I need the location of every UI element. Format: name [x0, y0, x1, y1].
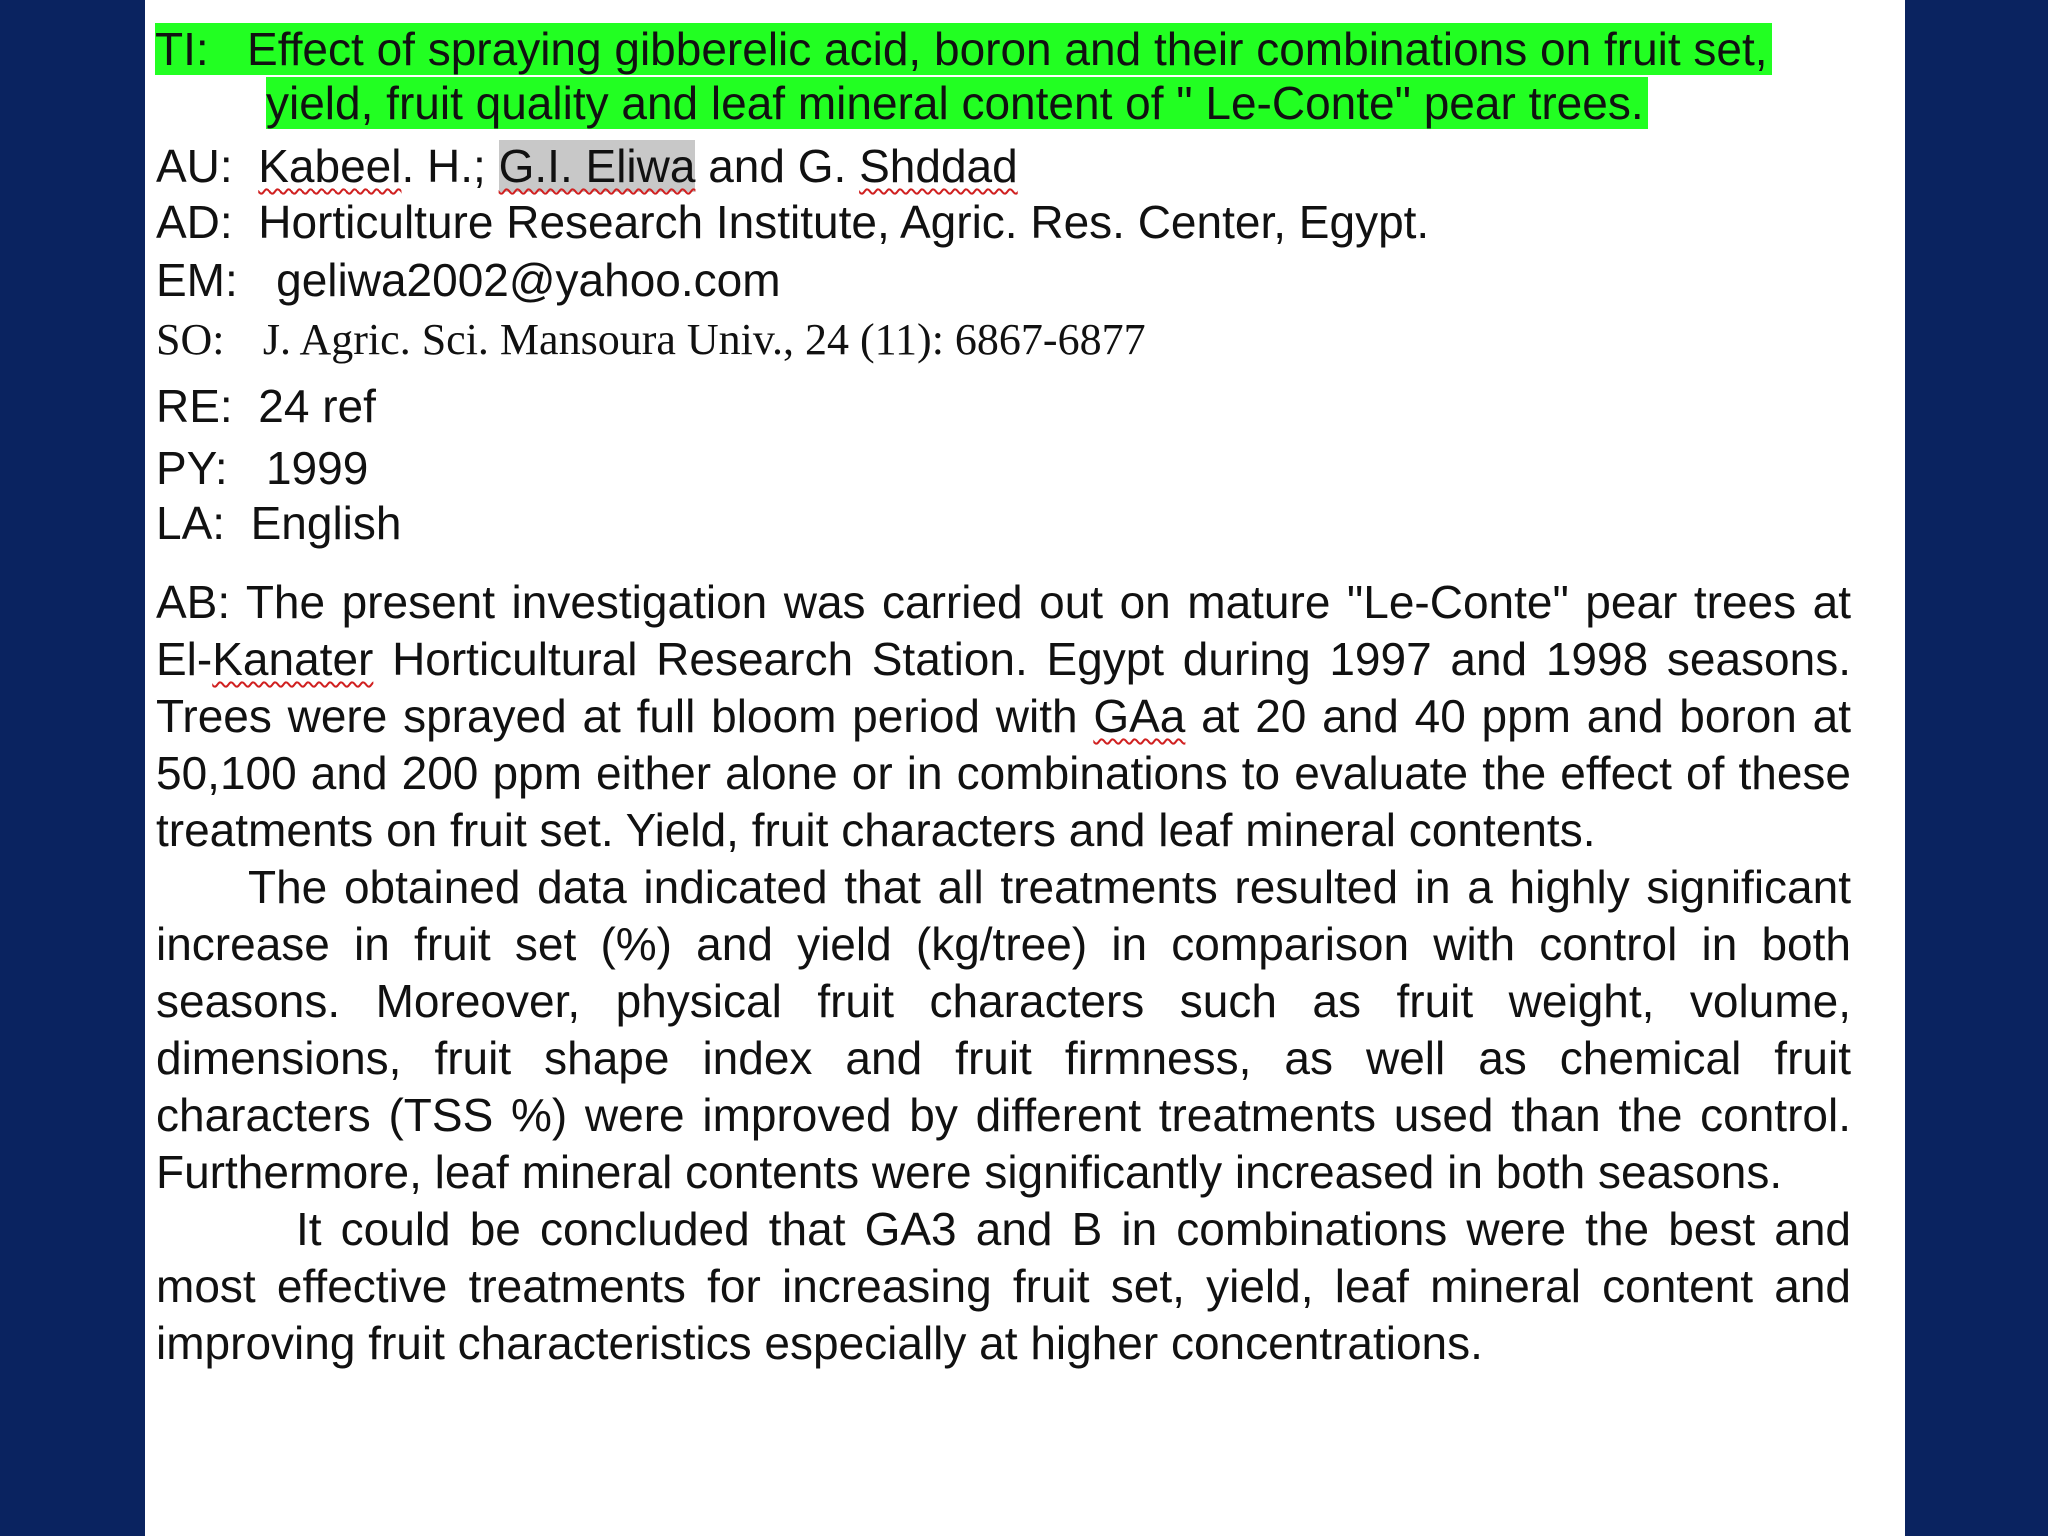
author-name-1: Kabeel: [258, 140, 402, 192]
author-name-2: G.I. Eliwa: [498, 140, 696, 192]
email-value: geliwa2002@yahoo.com: [276, 254, 781, 306]
abstract-paragraph-1: AB: The present investigation was carried out on mature "Le-Conte" pear trees at El-Kanater Horticultural Research Station. Egypt during 1997 and 1998 seasons. Trees were sprayed at full bloom period with GAa at 20 and 40 ppm and boron at 50,100 and 200 ppm either alone or in combinations to evaluate the effect of these treatments on fruit set. Yield, fruit characters and leaf mineral contents.: [156, 576, 1851, 856]
references-value: 24 ref: [258, 380, 376, 432]
source-field: [156, 310, 1146, 368]
year-tag: PY:: [156, 442, 228, 494]
year-field: [156, 440, 368, 496]
year-value: 1999: [265, 442, 369, 494]
language-tag: LA:: [156, 497, 226, 549]
document-page: [145, 0, 1905, 1536]
email-tag: EM:: [156, 254, 238, 306]
title-field: [153, 22, 1889, 130]
source-value: J. Agric. Sci. Mansoura Univ., 24 (11): 6867-6877: [262, 315, 1146, 364]
title-tag: TI:: [155, 23, 209, 75]
references-tag: RE:: [156, 380, 233, 432]
title-line-1: Effect of spraying gibberelic acid, boron and their combinations on fruit set,: [247, 23, 1768, 75]
abstract-paragraph-2: The obtained data indicated that all treatments resulted in a highly significant increase in fruit set (%) and yield (kg/tree) in comparison with control in both seasons. Moreover, physical fruit characters such as fruit weight, volume, dimensions, fruit shape index and fruit firmness, as well as chemical fruit characters (TSS %) were improved by different treatments used than the control. Furthermore, leaf mineral contents were significantly increased in both seasons.: [156, 861, 1851, 1198]
language-value: English: [250, 497, 402, 549]
abstract-paragraph-3: It could be concluded that GA3 and B in combinations were the best and most effective treatments for increasing fruit set, yield, leaf mineral content and improving fruit characteristics especially at higher concentrations.: [156, 1203, 1851, 1369]
abstract-tag: AB:: [156, 576, 231, 628]
authors-field: AU: Kabeel. H.; G.I. Eliwa and G. Shddad: [156, 140, 1018, 192]
address-tag: AD:: [156, 196, 233, 248]
abstract-field: [156, 574, 1851, 1372]
address-value: Horticulture Research Institute, Agric. Res. Center, Egypt.: [258, 196, 1430, 248]
address-field: [156, 194, 1429, 250]
source-tag: SO:: [156, 315, 225, 364]
title-line-2: yield, fruit quality and leaf mineral content of " Le-Conte" pear trees.: [266, 77, 1648, 129]
language-field: [156, 495, 401, 551]
references-field: [156, 378, 376, 434]
email-field: [156, 252, 781, 308]
authors-tag: AU:: [156, 140, 233, 192]
author-name-3: Shddad: [859, 140, 1018, 192]
